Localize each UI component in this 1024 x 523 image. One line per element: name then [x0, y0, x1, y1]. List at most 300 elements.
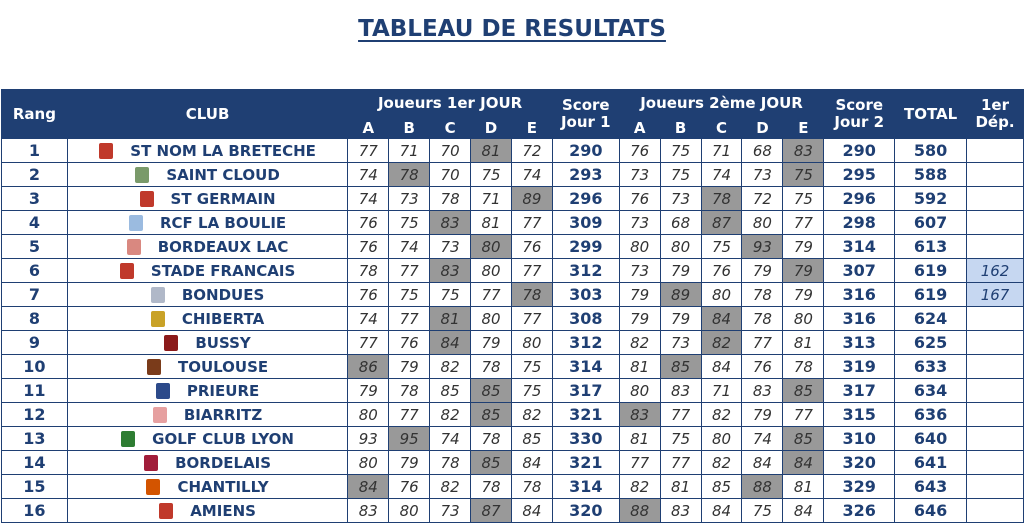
day2-score-cell: 75 — [701, 235, 742, 259]
day2-score-cell: 79 — [783, 283, 824, 307]
day2-score-cell: 84 — [783, 499, 824, 523]
header-player-d: D — [742, 117, 783, 139]
score2-cell: 326 — [824, 499, 895, 523]
rank-cell: 2 — [2, 163, 68, 187]
header-score1: Score Jour 1 — [552, 90, 619, 139]
day2-score-cell: 75 — [783, 163, 824, 187]
day1-score-cell: 82 — [430, 475, 471, 499]
table-row — [2, 475, 1024, 499]
day1-score-cell: 81 — [430, 307, 471, 331]
day1-score-cell: 82 — [511, 403, 552, 427]
day2-score-cell: 79 — [742, 259, 783, 283]
day2-score-cell: 80 — [660, 235, 701, 259]
club-cell — [67, 403, 348, 427]
table-row — [2, 235, 1024, 259]
day1-score-cell: 74 — [348, 187, 389, 211]
rank-cell: 4 — [2, 211, 68, 235]
day2-score-cell: 84 — [701, 499, 742, 523]
header-total: TOTAL — [895, 90, 967, 139]
first-departure-cell — [967, 307, 1024, 331]
day2-score-cell: 80 — [742, 211, 783, 235]
first-departure-cell — [967, 427, 1024, 451]
day1-score-cell: 76 — [348, 235, 389, 259]
day2-score-cell: 81 — [783, 331, 824, 355]
score1-cell: 321 — [552, 451, 619, 475]
score2-cell: 320 — [824, 451, 895, 475]
day1-score-cell: 77 — [511, 259, 552, 283]
club-name: GOLF CLUB LYON — [152, 429, 294, 448]
day1-score-cell: 75 — [430, 283, 471, 307]
club-crest-icon — [121, 431, 135, 447]
day2-score-cell: 82 — [619, 475, 660, 499]
day2-score-cell: 76 — [619, 139, 660, 163]
header-player-e: E — [783, 117, 824, 139]
results-table — [1, 89, 1024, 523]
total-cell: 646 — [895, 499, 967, 523]
club-cell — [67, 475, 348, 499]
rank-cell: 8 — [2, 307, 68, 331]
day2-score-cell: 81 — [619, 355, 660, 379]
day2-score-cell: 68 — [742, 139, 783, 163]
day1-score-cell: 70 — [430, 139, 471, 163]
day2-score-cell: 79 — [742, 403, 783, 427]
day1-score-cell: 95 — [389, 427, 430, 451]
club-crest-icon — [153, 407, 167, 423]
club-name: ST NOM LA BRETECHE — [130, 141, 316, 160]
total-cell: 580 — [895, 139, 967, 163]
score2-cell: 310 — [824, 427, 895, 451]
rank-cell: 3 — [2, 187, 68, 211]
club-crest-icon — [156, 383, 170, 399]
table-row — [2, 211, 1024, 235]
header-player-e: E — [511, 117, 552, 139]
first-departure-cell — [967, 451, 1024, 475]
day1-score-cell: 79 — [389, 451, 430, 475]
header-dep: 1er Dép. — [967, 90, 1024, 139]
day2-score-cell: 88 — [619, 499, 660, 523]
day1-score-cell: 75 — [511, 355, 552, 379]
club-cell — [67, 427, 348, 451]
day2-score-cell: 85 — [783, 379, 824, 403]
day1-score-cell: 80 — [511, 331, 552, 355]
first-departure-cell — [967, 331, 1024, 355]
day2-score-cell: 82 — [701, 451, 742, 475]
day1-score-cell: 78 — [389, 379, 430, 403]
header-day2: Joueurs 2ème JOUR — [619, 90, 824, 117]
total-cell: 607 — [895, 211, 967, 235]
day2-score-cell: 83 — [660, 499, 701, 523]
first-departure-cell — [967, 499, 1024, 523]
day1-score-cell: 85 — [430, 379, 471, 403]
score2-cell: 315 — [824, 403, 895, 427]
day2-score-cell: 83 — [783, 139, 824, 163]
day1-score-cell: 93 — [348, 427, 389, 451]
table-row — [2, 283, 1024, 307]
score1-cell: 312 — [552, 259, 619, 283]
day1-score-cell: 79 — [348, 379, 389, 403]
day1-score-cell: 86 — [348, 355, 389, 379]
rank-cell: 15 — [2, 475, 68, 499]
day2-score-cell: 84 — [783, 451, 824, 475]
club-name: STADE FRANCAIS — [150, 261, 296, 280]
table-row — [2, 259, 1024, 283]
day2-score-cell: 78 — [742, 307, 783, 331]
day2-score-cell: 79 — [660, 307, 701, 331]
day1-score-cell: 79 — [389, 355, 430, 379]
total-cell: 624 — [895, 307, 967, 331]
day2-score-cell: 73 — [619, 211, 660, 235]
club-crest-icon — [151, 311, 165, 327]
score1-cell: 309 — [552, 211, 619, 235]
score2-cell: 298 — [824, 211, 895, 235]
day1-score-cell: 74 — [511, 163, 552, 187]
day1-score-cell: 77 — [348, 139, 389, 163]
day1-score-cell: 83 — [348, 499, 389, 523]
club-crest-icon — [147, 359, 161, 375]
club-cell — [67, 307, 348, 331]
day1-score-cell: 78 — [430, 451, 471, 475]
header-player-b: B — [389, 117, 430, 139]
rank-cell: 14 — [2, 451, 68, 475]
club-crest-icon — [140, 191, 154, 207]
day2-score-cell: 84 — [701, 355, 742, 379]
score1-cell: 308 — [552, 307, 619, 331]
table-row — [2, 499, 1024, 523]
day2-score-cell: 85 — [660, 355, 701, 379]
score2-cell: 329 — [824, 475, 895, 499]
day2-score-cell: 77 — [619, 451, 660, 475]
header-player-d: D — [471, 117, 512, 139]
first-departure-cell — [967, 355, 1024, 379]
first-departure-cell — [967, 163, 1024, 187]
day2-score-cell: 80 — [619, 235, 660, 259]
rank-cell: 16 — [2, 499, 68, 523]
rank-cell: 9 — [2, 331, 68, 355]
score2-cell: 290 — [824, 139, 895, 163]
day1-score-cell: 84 — [511, 451, 552, 475]
first-departure-cell — [967, 379, 1024, 403]
day1-score-cell: 80 — [348, 451, 389, 475]
club-name: PRIEURE — [186, 381, 260, 400]
club-crest-icon — [129, 215, 143, 231]
day1-score-cell: 84 — [511, 499, 552, 523]
club-name: BIARRITZ — [183, 405, 263, 424]
day1-score-cell: 87 — [471, 499, 512, 523]
day2-score-cell: 84 — [701, 307, 742, 331]
day2-score-cell: 79 — [783, 235, 824, 259]
first-departure-cell — [967, 403, 1024, 427]
day1-score-cell: 75 — [389, 211, 430, 235]
day2-score-cell: 81 — [660, 475, 701, 499]
club-cell — [67, 283, 348, 307]
score1-cell: 330 — [552, 427, 619, 451]
table-row — [2, 307, 1024, 331]
club-cell — [67, 331, 348, 355]
day1-score-cell: 70 — [430, 163, 471, 187]
day1-score-cell: 82 — [430, 355, 471, 379]
day1-score-cell: 80 — [471, 307, 512, 331]
day1-score-cell: 85 — [471, 379, 512, 403]
club-cell — [67, 451, 348, 475]
header-player-b: B — [660, 117, 701, 139]
day1-score-cell: 77 — [389, 259, 430, 283]
score1-cell: 296 — [552, 187, 619, 211]
table-row — [2, 163, 1024, 187]
header-player-c: C — [430, 117, 471, 139]
day2-score-cell: 71 — [701, 139, 742, 163]
day2-score-cell: 83 — [660, 379, 701, 403]
day2-score-cell: 75 — [742, 499, 783, 523]
day1-score-cell: 71 — [389, 139, 430, 163]
score2-cell: 316 — [824, 307, 895, 331]
day2-score-cell: 85 — [783, 427, 824, 451]
club-crest-icon — [127, 239, 141, 255]
club-name: ST GERMAIN — [170, 189, 276, 208]
header-score2: Score Jour 2 — [824, 90, 895, 139]
club-name: AMIENS — [190, 501, 256, 520]
table-row — [2, 331, 1024, 355]
day1-score-cell: 77 — [389, 403, 430, 427]
score1-cell: 320 — [552, 499, 619, 523]
total-cell: 619 — [895, 283, 967, 307]
day1-score-cell: 78 — [511, 475, 552, 499]
day2-score-cell: 81 — [783, 475, 824, 499]
day1-score-cell: 81 — [471, 211, 512, 235]
day1-score-cell: 73 — [430, 499, 471, 523]
day2-score-cell: 93 — [742, 235, 783, 259]
day2-score-cell: 71 — [701, 379, 742, 403]
table-row — [2, 451, 1024, 475]
total-cell: 640 — [895, 427, 967, 451]
day1-score-cell: 74 — [348, 163, 389, 187]
header-day1: Joueurs 1er JOUR — [348, 90, 553, 117]
first-departure-cell — [967, 475, 1024, 499]
club-name: RCF LA BOULIE — [159, 213, 287, 232]
total-cell: 613 — [895, 235, 967, 259]
day2-score-cell: 80 — [783, 307, 824, 331]
total-cell: 588 — [895, 163, 967, 187]
day1-score-cell: 77 — [348, 331, 389, 355]
first-departure-cell — [967, 211, 1024, 235]
header-player-a: A — [619, 117, 660, 139]
rank-cell: 13 — [2, 427, 68, 451]
club-cell — [67, 355, 348, 379]
header-player-c: C — [701, 117, 742, 139]
day2-score-cell: 82 — [701, 331, 742, 355]
day2-score-cell: 77 — [742, 331, 783, 355]
day1-score-cell: 74 — [348, 307, 389, 331]
day1-score-cell: 81 — [471, 139, 512, 163]
first-departure-cell: 162 — [967, 259, 1024, 283]
day2-score-cell: 75 — [660, 427, 701, 451]
day1-score-cell: 79 — [471, 331, 512, 355]
day2-score-cell: 78 — [742, 283, 783, 307]
day1-score-cell: 83 — [430, 211, 471, 235]
header-rang: Rang — [2, 90, 68, 139]
day2-score-cell: 78 — [783, 355, 824, 379]
total-cell: 643 — [895, 475, 967, 499]
score1-cell: 314 — [552, 475, 619, 499]
total-cell: 636 — [895, 403, 967, 427]
rank-cell: 11 — [2, 379, 68, 403]
day2-score-cell: 73 — [742, 163, 783, 187]
day1-score-cell: 76 — [389, 475, 430, 499]
first-departure-cell — [967, 187, 1024, 211]
score2-cell: 314 — [824, 235, 895, 259]
club-cell — [67, 163, 348, 187]
day1-score-cell: 77 — [511, 307, 552, 331]
day2-score-cell: 87 — [701, 211, 742, 235]
day2-score-cell: 73 — [660, 187, 701, 211]
score1-cell: 314 — [552, 355, 619, 379]
day1-score-cell: 84 — [348, 475, 389, 499]
day2-score-cell: 77 — [660, 451, 701, 475]
club-name: SAINT CLOUD — [166, 165, 280, 184]
header-club: CLUB — [67, 90, 348, 139]
day1-score-cell: 89 — [511, 187, 552, 211]
club-name: TOULOUSE — [177, 357, 269, 376]
day1-score-cell: 85 — [471, 451, 512, 475]
day1-score-cell: 80 — [471, 259, 512, 283]
rank-cell: 5 — [2, 235, 68, 259]
table-row — [2, 427, 1024, 451]
score2-cell: 295 — [824, 163, 895, 187]
club-cell — [67, 187, 348, 211]
club-name: BONDUES — [181, 285, 265, 304]
club-name: BORDELAIS — [175, 453, 272, 472]
day2-score-cell: 76 — [742, 355, 783, 379]
table-row — [2, 187, 1024, 211]
score2-cell: 319 — [824, 355, 895, 379]
day1-score-cell: 73 — [430, 235, 471, 259]
day1-score-cell: 75 — [511, 379, 552, 403]
day1-score-cell: 78 — [471, 475, 512, 499]
day1-score-cell: 80 — [389, 499, 430, 523]
day1-score-cell: 75 — [389, 283, 430, 307]
first-departure-cell: 167 — [967, 283, 1024, 307]
club-name: CHIBERTA — [181, 309, 265, 328]
day2-score-cell: 78 — [701, 187, 742, 211]
day1-score-cell: 84 — [430, 331, 471, 355]
club-name: BORDEAUX LAC — [157, 237, 289, 256]
score1-cell: 321 — [552, 403, 619, 427]
day1-score-cell: 76 — [348, 283, 389, 307]
day2-score-cell: 75 — [660, 139, 701, 163]
table-row — [2, 355, 1024, 379]
day1-score-cell: 82 — [430, 403, 471, 427]
rank-cell: 6 — [2, 259, 68, 283]
day1-score-cell: 76 — [348, 211, 389, 235]
score1-cell: 290 — [552, 139, 619, 163]
club-crest-icon — [146, 479, 160, 495]
day2-score-cell: 75 — [660, 163, 701, 187]
club-crest-icon — [120, 263, 134, 279]
club-crest-icon — [151, 287, 165, 303]
day2-score-cell: 77 — [783, 403, 824, 427]
day2-score-cell: 84 — [742, 451, 783, 475]
day1-score-cell: 76 — [389, 331, 430, 355]
club-cell — [67, 211, 348, 235]
day2-score-cell: 79 — [783, 259, 824, 283]
table-row — [2, 139, 1024, 163]
day2-score-cell: 73 — [619, 259, 660, 283]
score1-cell: 299 — [552, 235, 619, 259]
club-crest-icon — [159, 503, 173, 519]
table-row — [2, 403, 1024, 427]
club-name: CHANTILLY — [177, 477, 269, 496]
day1-score-cell: 78 — [348, 259, 389, 283]
day1-score-cell: 77 — [389, 307, 430, 331]
day1-score-cell: 85 — [511, 427, 552, 451]
day2-score-cell: 82 — [701, 403, 742, 427]
day1-score-cell: 80 — [471, 235, 512, 259]
day2-score-cell: 73 — [660, 331, 701, 355]
day2-score-cell: 73 — [619, 163, 660, 187]
rank-cell: 1 — [2, 139, 68, 163]
table-row — [2, 379, 1024, 403]
total-cell: 592 — [895, 187, 967, 211]
day1-score-cell: 78 — [430, 187, 471, 211]
day1-score-cell: 80 — [348, 403, 389, 427]
day1-score-cell: 77 — [511, 211, 552, 235]
day2-score-cell: 77 — [783, 211, 824, 235]
day1-score-cell: 85 — [471, 403, 512, 427]
club-crest-icon — [144, 455, 158, 471]
day2-score-cell: 79 — [619, 307, 660, 331]
club-cell — [67, 379, 348, 403]
day2-score-cell: 79 — [619, 283, 660, 307]
day2-score-cell: 80 — [701, 283, 742, 307]
day2-score-cell: 80 — [619, 379, 660, 403]
day1-score-cell: 78 — [471, 355, 512, 379]
header-player-a: A — [348, 117, 389, 139]
score2-cell: 307 — [824, 259, 895, 283]
day2-score-cell: 88 — [742, 475, 783, 499]
day1-score-cell: 83 — [430, 259, 471, 283]
day2-score-cell: 82 — [619, 331, 660, 355]
day2-score-cell: 81 — [619, 427, 660, 451]
day1-score-cell: 75 — [471, 163, 512, 187]
day2-score-cell: 85 — [701, 475, 742, 499]
total-cell: 625 — [895, 331, 967, 355]
club-crest-icon — [99, 143, 113, 159]
club-cell — [67, 259, 348, 283]
rank-cell: 12 — [2, 403, 68, 427]
day1-score-cell: 76 — [511, 235, 552, 259]
day1-score-cell: 78 — [511, 283, 552, 307]
day2-score-cell: 68 — [660, 211, 701, 235]
total-cell: 619 — [895, 259, 967, 283]
day2-score-cell: 72 — [742, 187, 783, 211]
score2-cell: 317 — [824, 379, 895, 403]
day2-score-cell: 83 — [619, 403, 660, 427]
total-cell: 634 — [895, 379, 967, 403]
club-name: BUSSY — [195, 333, 251, 352]
day1-score-cell: 72 — [511, 139, 552, 163]
club-cell — [67, 139, 348, 163]
day2-score-cell: 76 — [701, 259, 742, 283]
day2-score-cell: 75 — [783, 187, 824, 211]
day2-score-cell: 89 — [660, 283, 701, 307]
score2-cell: 313 — [824, 331, 895, 355]
day2-score-cell: 79 — [660, 259, 701, 283]
day1-score-cell: 71 — [471, 187, 512, 211]
results-body — [2, 139, 1024, 523]
day1-score-cell: 74 — [430, 427, 471, 451]
score1-cell: 317 — [552, 379, 619, 403]
score2-cell: 316 — [824, 283, 895, 307]
day1-score-cell: 73 — [389, 187, 430, 211]
